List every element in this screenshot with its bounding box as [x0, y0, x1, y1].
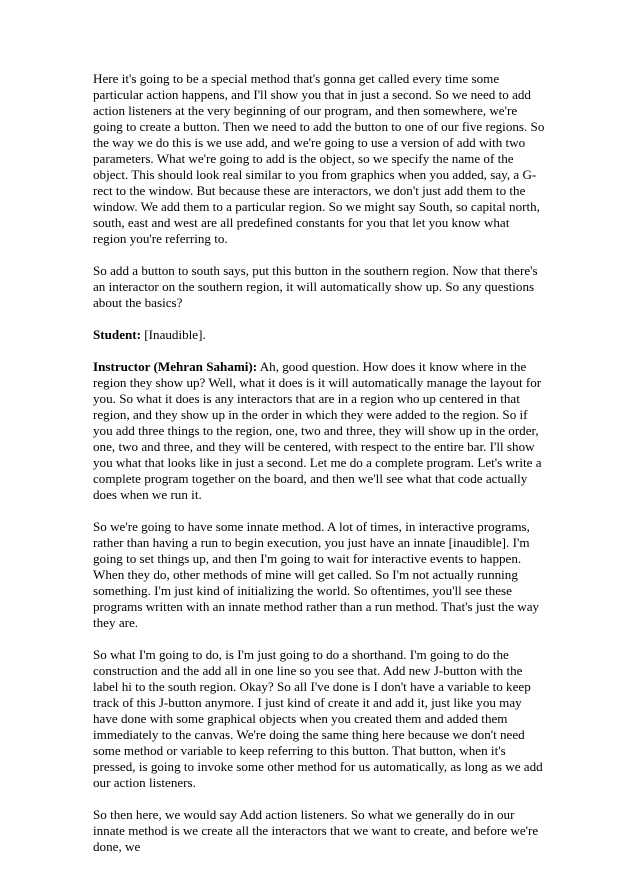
transcript-body: [93, 71, 545, 871]
paragraph-4: [93, 359, 545, 503]
paragraph-3: [93, 327, 545, 343]
paragraph-2: [93, 263, 545, 311]
speaker-label: Student:: [93, 327, 142, 342]
paragraph-6: [93, 647, 545, 791]
paragraph-7-text: So then here, we would say Add action listeners. So what we generally do in our innate method is we create all the interactors that we want to create, and before we're done, we: [93, 807, 539, 854]
paragraph-7: [93, 807, 545, 855]
paragraph-1-text: Here it's going to be a special method that's gonna get called every time some particular action happens, and I'll show you that in just a second. So we need to add action listeners at the very beginning of our program, and then somewhere, we're going to create a button. Then we need to add the button to one of our five regions. So the way we do this is we use add, and we're going to use a version of add with two parameters. What we're going to add is the object, so we specify the name of the object. This should look real similar to you from graphics when you added, say, a G-rect to the window. But because these are interactors, we don't just add them to the window. We add them to a particular region. So we might say South, so capital north, south, east and west are all predefined constants for you that let you know what region you're referring to.: [93, 71, 545, 246]
speaker-label: Instructor (Mehran Sahami):: [93, 359, 258, 374]
paragraph-5: [93, 519, 545, 631]
paragraph-1: [93, 71, 545, 247]
paragraph-5-text: So we're going to have some innate method. A lot of times, in interactive programs, rather than having a run to begin execution, you just have an innate [inaudible]. I'm going to set things up, and then I'm going to wait for interactive events to happen. When they do, other methods of mine will get called. So I'm not actually running something. I'm just kind of initializing the world. So oftentimes, you'll see these programs written with an innate method rather than a run method. That's just the way they are.: [93, 519, 540, 630]
paragraph-2-text: So add a button to south says, put this button in the southern region. Now that there's an interactor on the southern region, it will automatically show up. So any questions about the basics?: [93, 263, 538, 310]
paragraph-3-text: [Inaudible].: [141, 327, 206, 342]
paragraph-6-text: So what I'm going to do, is I'm just going to do a shorthand. I'm going to do the construction and the add all in one line so you see that. Add new J-button with the label hi to the south region. Okay? So all I've done is I don't have a variable to keep track of this J-button anymore. I just kind of create it and add it, just like you may have done with some graphical objects when you created them and added them immediately to the canvas. We're doing the same thing here because we don't need some method or variable to keep referring to this button. That button, when it's pressed, is going to invoke some other method for us automatically, as long as we add our action listeners.: [93, 647, 543, 790]
paragraph-4-text: Ah, good question. How does it know where in the region they show up? Well, what it does is it will automatically manage the layout for you. So what it does is any interactors that are in a region who up centered in that region, and they show up in the order in which they were added to the region. So if you add three things to the region, one, two and three, they will show up in the order, one, two and three, and they will be centered, with respect to the entire bar. I'll show you what that looks like in just a second. Let me do a complete program. Let's write a complete program together on the board, and then we'll see what that code actually does when we run it.: [93, 359, 542, 502]
